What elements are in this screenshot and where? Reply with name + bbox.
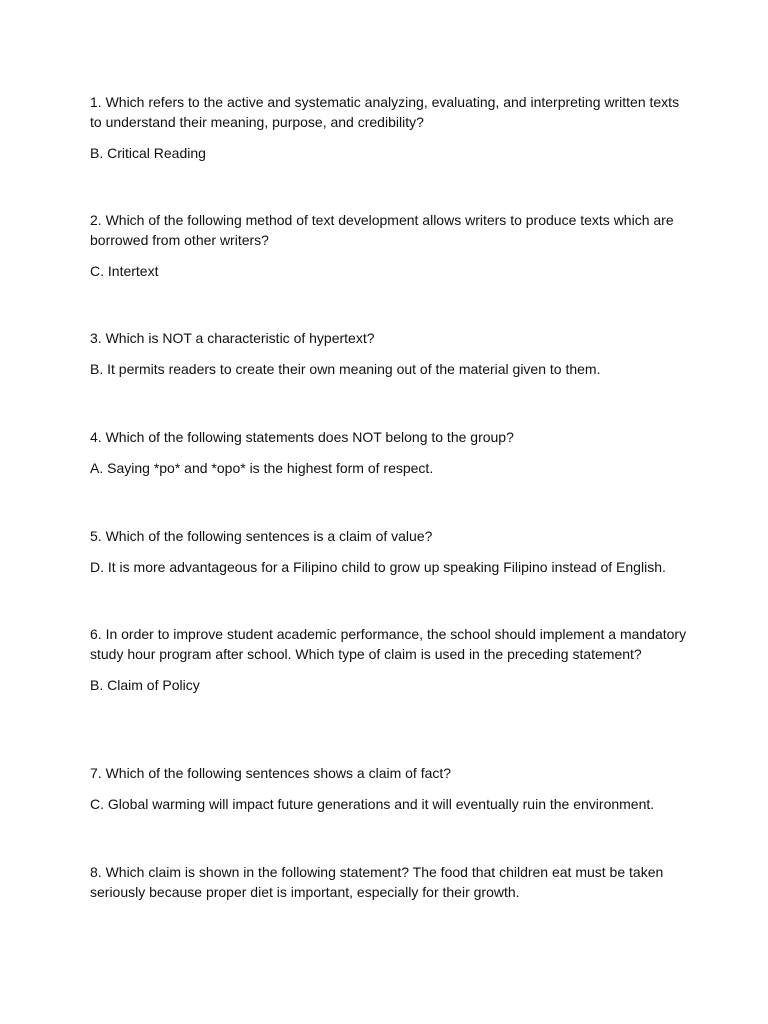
question-text: 8. Which claim is shown in the following statement? The food that children eat must be taken seriously because proper diet is important, especially for their growth. — [90, 864, 664, 900]
question-block-1 — [90, 92, 690, 163]
answer-text: B. Critical Reading — [90, 145, 206, 161]
answer-text: C. Intertext — [90, 263, 159, 279]
question-block-7 — [90, 763, 690, 814]
question-text: 7. Which of the following sentences shows a claim of fact? — [90, 765, 452, 781]
answer-text: A. Saying *po* and *opo* is the highest form of respect. — [90, 460, 434, 476]
question-block-6 — [90, 624, 690, 695]
question-text: 2. Which of the following method of text development allows writers to produce texts which are borrowed from other writers? — [90, 212, 674, 248]
question-block-2 — [90, 210, 690, 281]
question-block-8 — [90, 862, 690, 902]
answer-text: D. It is more advantageous for a Filipino child to grow up speaking Filipino instead of English. — [90, 559, 666, 575]
question-block-3 — [90, 328, 690, 379]
question-block-4 — [90, 427, 690, 478]
answer-text: C. Global warming will impact future generations and it will eventually ruin the environment. — [90, 796, 655, 812]
question-text: 6. In order to improve student academic performance, the school should implement a mandatory study hour program after school. Which type of claim is used in the preceding statement? — [90, 626, 687, 662]
question-text: 3. Which is NOT a characteristic of hypertext? — [90, 330, 375, 346]
answer-text: B. Claim of Policy — [90, 677, 200, 693]
question-text: 4. Which of the following statements does NOT belong to the group? — [90, 429, 514, 445]
question-block-5 — [90, 526, 690, 577]
question-text: 1. Which refers to the active and systematic analyzing, evaluating, and interpreting written texts to understand their meaning, purpose, and credibility? — [90, 94, 680, 130]
answer-text: B. It permits readers to create their own meaning out of the material given to them. — [90, 361, 601, 377]
question-text: 5. Which of the following sentences is a claim of value? — [90, 528, 433, 544]
